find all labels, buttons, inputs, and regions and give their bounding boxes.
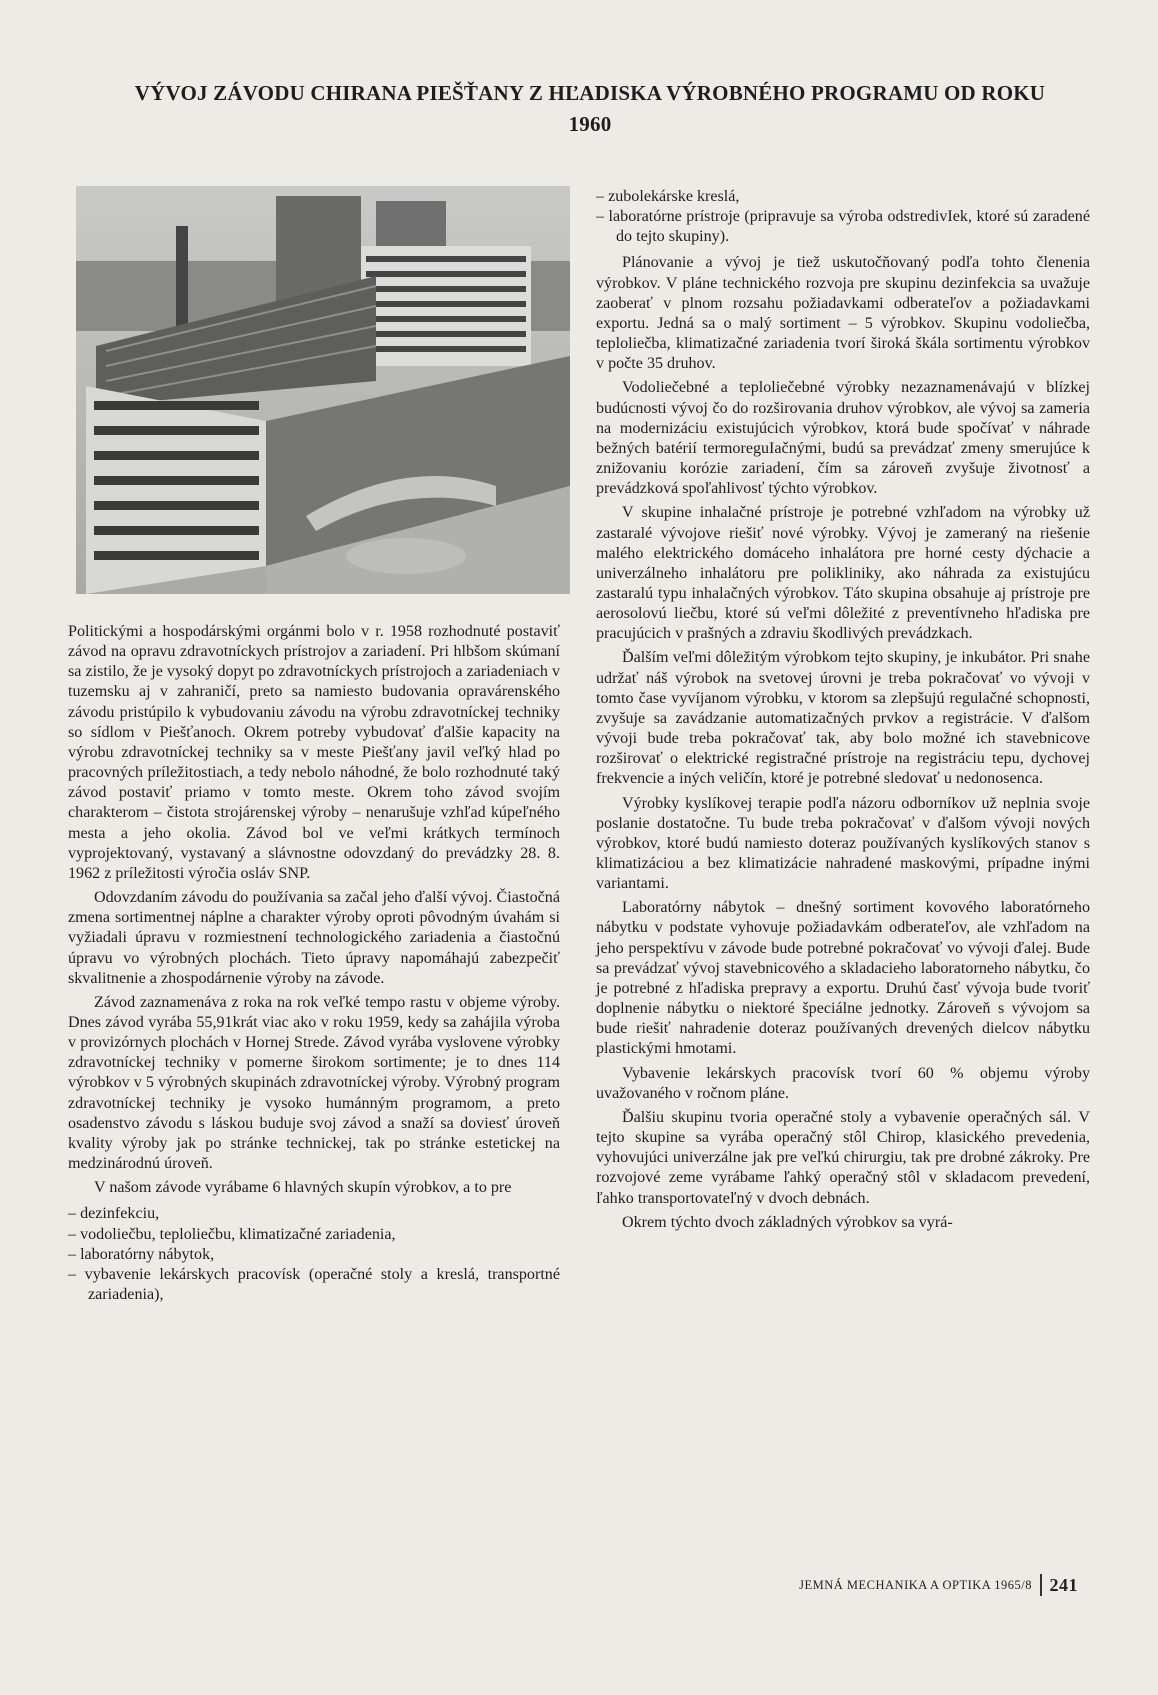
paragraph: Odovzdaním závodu do používania sa začal jeho ďalší vývoj. Čiastočná zmena sortimentnej náplne a charakter výroby oproti pôvodným úvahám si vyžiadali úpravu v rozmiestnení technologického zariadenia a čiastočnú úpravu vo výrobných plochách. Tieto úpravy napomáhajú zabezpečiť skvalitnenie a zhospodárnenie výroby na závode.	[68, 889, 560, 987]
paragraph: V skupine inhalačné prístroje je potrebné vzhľadom na výrobky už zastaralé vývojove riešiť nové výrobky. Vývoj je zameraný na riešenie malého elektrického domáceho inhalátora pre horné cesty dýchacie a univerzálneho inhalátoru pre polikliniky, ako náhrada za existujúcu zastaralú typu inhalačných výrobkov. Táto skupina obsahuje aj prístroje pre aerosolovú liečbu, ktoré sú veľmi dôležité z preventívneho hľadiska pre pracujúcich v prašných a zdraviu škodlivých prevádzkach.	[596, 504, 1090, 643]
footer-divider	[1040, 1574, 1042, 1596]
product-group-list-continued	[596, 187, 1090, 247]
product-group-list	[68, 1204, 560, 1305]
paragraph: V našom závode vyrábame 6 hlavných skupín výrobkov, a to pre	[94, 1179, 512, 1197]
right-column	[596, 187, 1090, 1233]
page-number: 241	[1049, 1574, 1078, 1595]
paragraph: Politickými a hospodárskými orgánmi bolo v r. 1958 rozhodnuté postaviť závod na opravu zdravotníckych prístrojov a zariadení. Pri hlbšom skúmaní sa zistilo, že je vysoký dopyt po zdravotníckych prístrojoch a zariadeniach v tuzemsku aj v zahraničí, preto sa namiesto budovania opravárenského závodu pristúpilo k vybudovaniu závodu na výrobu zdravotníckej techniky so sídlom v Piešťanoch. Okrem potreby vybudovať ďalšie kapacity na výrobu zdravotníckej techniky sa v meste Piešťany javil veľký hlad po pracovných príležitostiach, a tedy nebolo náhodné, že bolo rozhodnuté taký závod postaviť priamo v tomto meste. Okrem toho závod svojím charakterom – čistota strojárenskej výroby – nenarušuje vzhľad kúpeľného mesta a jeho okolia. Závod bol ve veľmi krátkych termínoch vyprojektovaný, vystavaný a slávnostne odovzdaný do prevádzky 28. 8. 1962 z príležitosti výročia osláv SNP.	[68, 623, 560, 882]
list-item: – vybavenie lekárskych pracovísk (operačné stoly a kreslá, transportné zariadenia),	[68, 1265, 560, 1303]
list-item: – dezinfekciu,	[68, 1205, 160, 1223]
paragraph: Vybavenie lekárskych pracovísk tvorí 60 % objemu výroby uvažovaného v ročnom pláne.	[596, 1064, 1090, 1102]
page-footer	[799, 1574, 1078, 1596]
article-title: VÝVOJ ZÁVODU CHIRANA PIEŠŤANY Z HĽADISKA VÝROBNÉHO PROGRAMU OD ROKU 1960	[134, 81, 1046, 136]
factory-photo	[76, 186, 570, 594]
paragraph: Laboratórny nábytok – dnešný sortiment kovového laboratórneho nábytku v podstate vyhovuje požiadavkám odberateľov, ale vzhľadom na jeho perspektívu v závode bude potrebné pokračovať vo vývoji ďalej. Bude sa prevádzať vývoj stavebnicového a skladacieho laboratorneho nábytku, čo je potrebné z hľadiska prepravy a exportu. Druhú časť vývoja bude tvoriť doplnenie nábytku o niektoré špeciálne jednotky. Zároveň s vývojom sa bude riešiť nahradenie doteraz používaných drevených dielcov nábytku plastickými hmotami.	[596, 899, 1090, 1058]
list-item: – laboratórne prístroje (pripravuje sa výroba odstredivIek, ktoré sú zaradené do tejto skupiny).	[596, 208, 1090, 246]
paragraph: Plánovanie a vývoj je tiež uskutočňovaný podľa tohto členenia výrobkov. V pláne technického rozvoja pre skupinu dezinfekcia sa uvažuje zaoberať v plnom rozsahu požiadavkami odberateľov a požiadavkami exportu. Jedná sa o malý sortiment – 5 výrobkov. Skupinu vodoliečba, teploliečba, klimatizačné zariadenia tvorí široká škála sortimentu výrobkov v počte 35 druhov.	[596, 254, 1090, 373]
paragraph: Ďalším veľmi dôležitým výrobkom tejto skupiny, je inkubátor. Pri snahe udržať náš výrobok na svetovej úrovni je treba pokračovať vo vývoji v tomto čase vyvíjanom výrobku, v ktorom sa zlepšujú regulačné schopnosti, zvyšuje sa zavádzanie automatizačných prvkov a registrácie. V ďalšom vývoji bude treba pokračovať tak, aby bolo možné ich stavebnicove rozširovať o elektrické registračné prístroje na registráciu tepu, dychovej frekvencie a iných veličín, ktoré je potrebné sledovať u nedonosenca.	[596, 649, 1090, 788]
factory-photo-icon	[76, 186, 570, 594]
paragraph: Závod zaznamenáva z roka na rok veľké tempo rastu v objeme výroby. Dnes závod vyrába 55,91krát viac ako v roku 1959, kedy sa zahájila výroba v provizórnych plochách v Hornej Strede. Závod vyrába vyslovene výrobky zdravotníckej techniky v pomerne širokom sortimente; je to dnes 114 výrobkov v 5 výrobných skupinách zdravotníckej výroby. Výrobný program zdravotníckej techniky je vysoko humánným programom, a preto osadenstvo závodu s láskou buduje svoj závod a snaží sa doviesť úroveň kvality výroby jak po stránke technickej, tak po stránke estetickej na medzinárodnú úroveň.	[68, 993, 560, 1173]
list-item: – laboratórny nábytok,	[68, 1245, 215, 1263]
journal-name: JEMNÁ MECHANIKA A OPTIKA 1965/8	[799, 1577, 1032, 1592]
left-column	[68, 622, 560, 1305]
paragraph: Výrobky kyslíkovej terapie podľa názoru odborníkov už neplnia svoje poslanie dostatočne. Tu bude treba pokračovať v ďalšom vývoji nových výrobkov, ktoré budú namiesto doteraz používaných kyslíkových stanov s klimatizáciou a bez klimatizácie nahradené maskovými, prípadne inými variantami.	[596, 794, 1090, 893]
paragraph: Ďalšiu skupinu tvoria operačné stoly a vybavenie operačných sál. V tejto skupine sa vyrába operačný stôl Chirop, klasického prevedenia, vyhovujúci univerzálne jak pre veľkú chirurgiu, tak pre drobné zákroky. Pre rozvojové zeme vyrábame ľahký operačný stôl v skladacom prevedení, ľahko transportovateľný v dvoch debnách.	[596, 1108, 1090, 1207]
list-item: – vodoliečbu, teploliečbu, klimatizačné zariadenia,	[68, 1225, 396, 1243]
paragraph: Vodoliečebné a teploliečebné výrobky nezaznamenávajú v blízkej budúcnosti vývoj čo do rozširovania druhov výrobkov, ale vývoj sa zameria na modernizáciu existujúcich výrobkov, ktorá bude spočívať v náhrade bežných batérií termoreguIačnými, budú sa prevádzať zmeny smerujúce k znižovaniu korózie zariadení, čím sa zároveň zvyšuje životnosť a prevádzková spoľahlivosť týchto výrobkov.	[596, 379, 1090, 498]
paragraph: Okrem týchto dvoch základných výrobkov sa vyrá-	[622, 1213, 953, 1231]
list-item: – zubolekárske kreslá,	[596, 188, 740, 205]
